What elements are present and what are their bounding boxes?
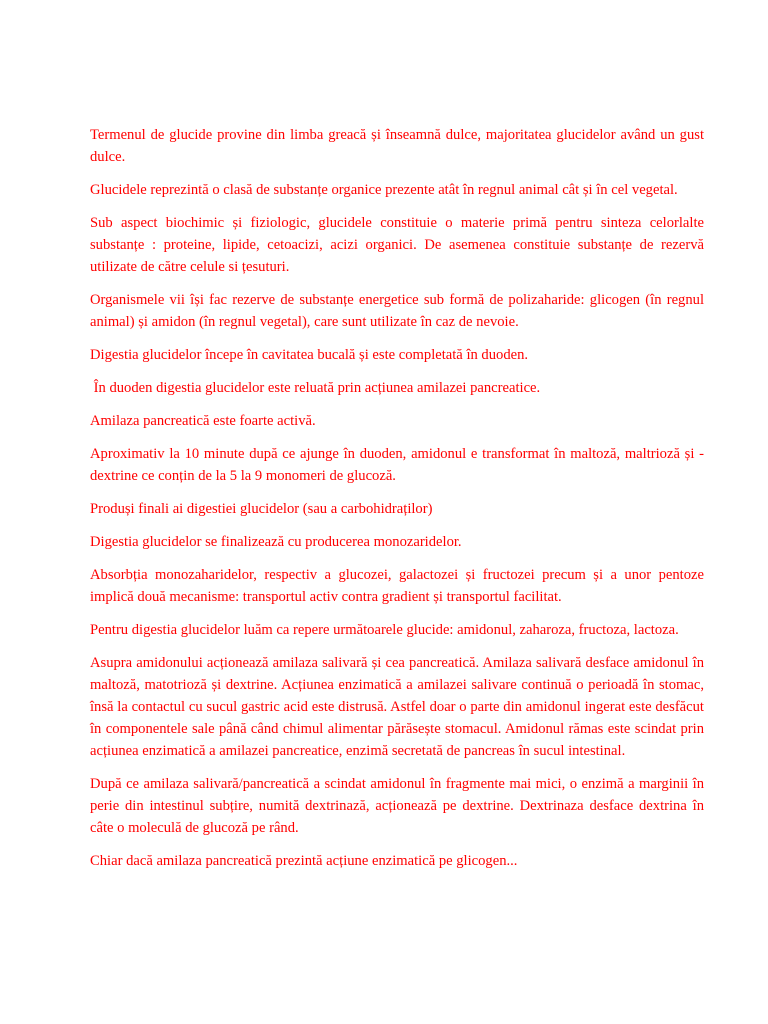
paragraph-1: Termenul de glucide provine din limba greacă și înseamnă dulce, majoritatea glucidelor având un gust dulce. — [90, 127, 704, 165]
paragraph-13: Asupra amidonului acționează amilaza salivară și cea pancreatică. Amilaza salivară desface amidonul în maltoză, matotrioză și dextrine. Acțiunea enzimatică a amilazei salivare continuă o perioadă în stomac, însă la contactul cu sucul gastric acid este distrusă. Astfel doar o parte din amidonul ingerat este desfăcut în componentele sale până când chimul alimentar părăsește stomacul. Amidonul rămas este scindat prin acțiunea enzimatică a amilazei pancreatice, enzimă secretată de pancreas în sucul intestinal. — [90, 655, 704, 759]
paragraph-15: Chiar dacă amilaza pancreatică prezintă acțiune enzimatică pe glicogen... — [90, 853, 518, 869]
paragraph-11: Absorbția monozaharidelor, respectiv a glucozei, galactozei și fructozei precum și a unor pentoze implică două mecanisme: transportul activ contra gradient și transportul facilitat. — [90, 567, 704, 605]
paragraph-12: Pentru digestia glucidelor luăm ca repere următoarele glucide: amidonul, zaharoza, fructoza, lactoza. — [90, 622, 679, 638]
paragraph-9: Produși finali ai digestiei glucidelor (sau a carbohidraților) — [90, 501, 433, 517]
paragraph-4: Organismele vii își fac rezerve de substanțe energetice sub formă de polizaharide: glicogen (în regnul animal) și amidon (în regnul vegetal), care sunt utilizate în caz de nevoie. — [90, 292, 704, 330]
paragraph-14: După ce amilaza salivară/pancreatică a scindat amidonul în fragmente mai mici, o enzimă a marginii în perie din intestinul subțire, numită dextrinază, acționează pe dextrine. Dextrinaza desface dextrina în câte o moleculă de glucoză pe rând. — [90, 776, 704, 836]
paragraph-2: Glucidele reprezintă o clasă de substanțe organice prezente atât în regnul animal cât și în cel vegetal. — [90, 182, 678, 198]
paragraph-10: Digestia glucidelor se finalizează cu producerea monozaridelor. — [90, 534, 462, 550]
paragraph-7: Amilaza pancreatică este foarte activă. — [90, 413, 316, 429]
paragraph-3: Sub aspect biochimic și fiziologic, glucidele constituie o materie primă pentru sinteza celorlalte substanțe : proteine, lipide, cetoacizi, acizi organici. De asemenea constituie substanțe de rezervă utilizate de către celule si țesuturi. — [90, 215, 704, 275]
paragraph-8: Aproximativ la 10 minute după ce ajunge în duoden, amidonul e transformat în maltoză, maltrioză și -dextrine ce conțin de la 5 la 9 monomeri de glucoză. — [90, 446, 704, 484]
paragraph-6: În duoden digestia glucidelor este reluată prin acțiunea amilazei pancreatice. — [90, 380, 541, 396]
document-page — [90, 124, 704, 883]
paragraph-5: Digestia glucidelor începe în cavitatea bucală și este completată în duoden. — [90, 347, 529, 363]
